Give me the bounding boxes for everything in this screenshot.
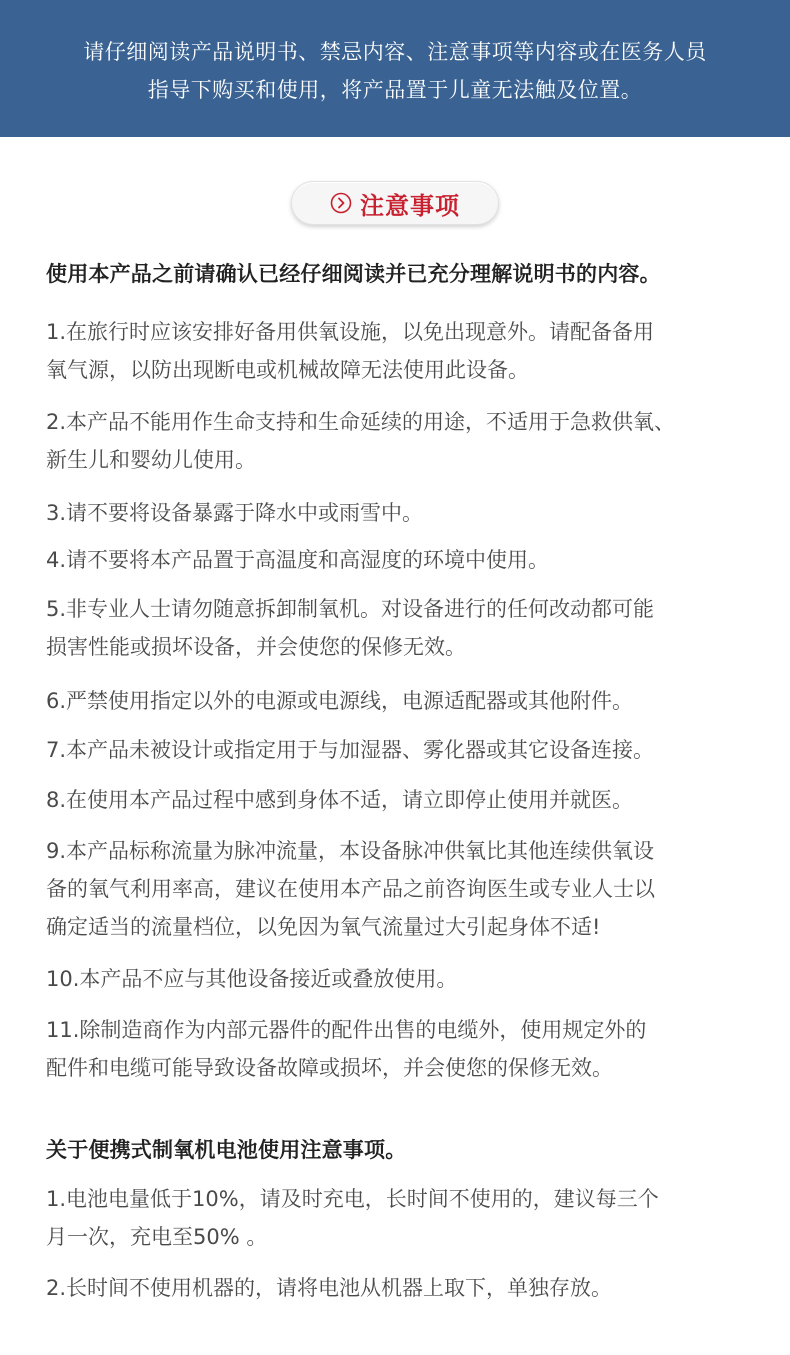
precaution-line: 新生儿和婴幼儿使用。 — [46, 448, 256, 472]
banner-line-2: 指导下购买和使用，将产品置于儿童无法触及位置。 — [147, 78, 643, 102]
precaution-line: 1.在旅行时应该安排好备用供氧设施，以免出现意外。请配备备用 — [46, 320, 655, 344]
precaution-line: 备的氧气利用率高，建议在使用本产品之前咨询医生或专业人士以 — [46, 877, 655, 901]
precaution-line: 6.严禁使用指定以外的电源或电源线，电源适配器或其他附件。 — [46, 689, 634, 713]
precaution-item-6 — [46, 682, 754, 720]
precaution-line: 配件和电缆可能导致设备故障或损坏，并会使您的保修无效。 — [46, 1056, 613, 1080]
precaution-line: 5.非专业人士请勿随意拆卸制氧机。对设备进行的任何改动都可能 — [46, 597, 655, 621]
chevron-right-circle-icon — [330, 192, 352, 214]
precaution-item-9 — [46, 832, 754, 946]
precaution-line: 损害性能或损坏设备，并会使您的保修无效。 — [46, 635, 466, 659]
precaution-item-10 — [46, 960, 754, 998]
battery-note-line: 1.电池电量低于10%，请及时充电，长时间不使用的，建议每三个 — [46, 1187, 659, 1211]
precaution-item-8 — [46, 781, 754, 819]
battery-heading: 关于便携式制氧机电池使用注意事项。 — [46, 1138, 407, 1162]
precaution-item-3 — [46, 494, 754, 532]
precaution-line: 3.请不要将设备暴露于降水中或雨雪中。 — [46, 501, 424, 525]
precaution-line: 确定适当的流量档位，以免因为氧气流量过大引起身体不适! — [46, 915, 601, 939]
intro-heading: 使用本产品之前请确认已经仔细阅读并已充分理解说明书的内容。 — [46, 262, 661, 286]
precaution-item-1 — [46, 313, 754, 389]
section-badge — [291, 181, 499, 225]
precaution-line: 2.本产品不能用作生命支持和生命延续的用途，不适用于急救供氧、 — [46, 410, 676, 434]
precaution-line: 氧气源，以防出现断电或机械故障无法使用此设备。 — [46, 358, 529, 382]
precaution-line: 7.本产品未被设计或指定用于与加湿器、雾化器或其它设备连接。 — [46, 738, 655, 762]
precaution-item-11 — [46, 1011, 754, 1087]
precaution-item-5 — [46, 590, 754, 666]
battery-note-1 — [46, 1180, 754, 1256]
precaution-line: 10.本产品不应与其他设备接近或叠放使用。 — [46, 967, 458, 991]
precaution-item-7 — [46, 731, 754, 769]
battery-note-line: 2.长时间不使用机器的，请将电池从机器上取下，单独存放。 — [46, 1276, 613, 1300]
precaution-item-2 — [46, 403, 754, 479]
banner-line-1: 请仔细阅读产品说明书、禁忌内容、注意事项等内容或在医务人员 — [83, 40, 707, 64]
battery-note-2 — [46, 1269, 754, 1307]
top-notice-banner — [0, 0, 790, 137]
precaution-line: 9.本产品标称流量为脉冲流量，本设备脉冲供氧比其他连续供氧设 — [46, 839, 655, 863]
precaution-item-4 — [46, 541, 754, 579]
precaution-line: 11.除制造商作为内部元器件的配件出售的电缆外，使用规定外的 — [46, 1018, 647, 1042]
section-badge-label: 注意事项 — [360, 191, 460, 220]
precaution-line: 8.在使用本产品过程中感到身体不适，请立即停止使用并就医。 — [46, 788, 634, 812]
battery-note-line: 月一次，充电至50% 。 — [46, 1225, 268, 1249]
precaution-line: 4.请不要将本产品置于高温度和高湿度的环境中使用。 — [46, 548, 550, 572]
